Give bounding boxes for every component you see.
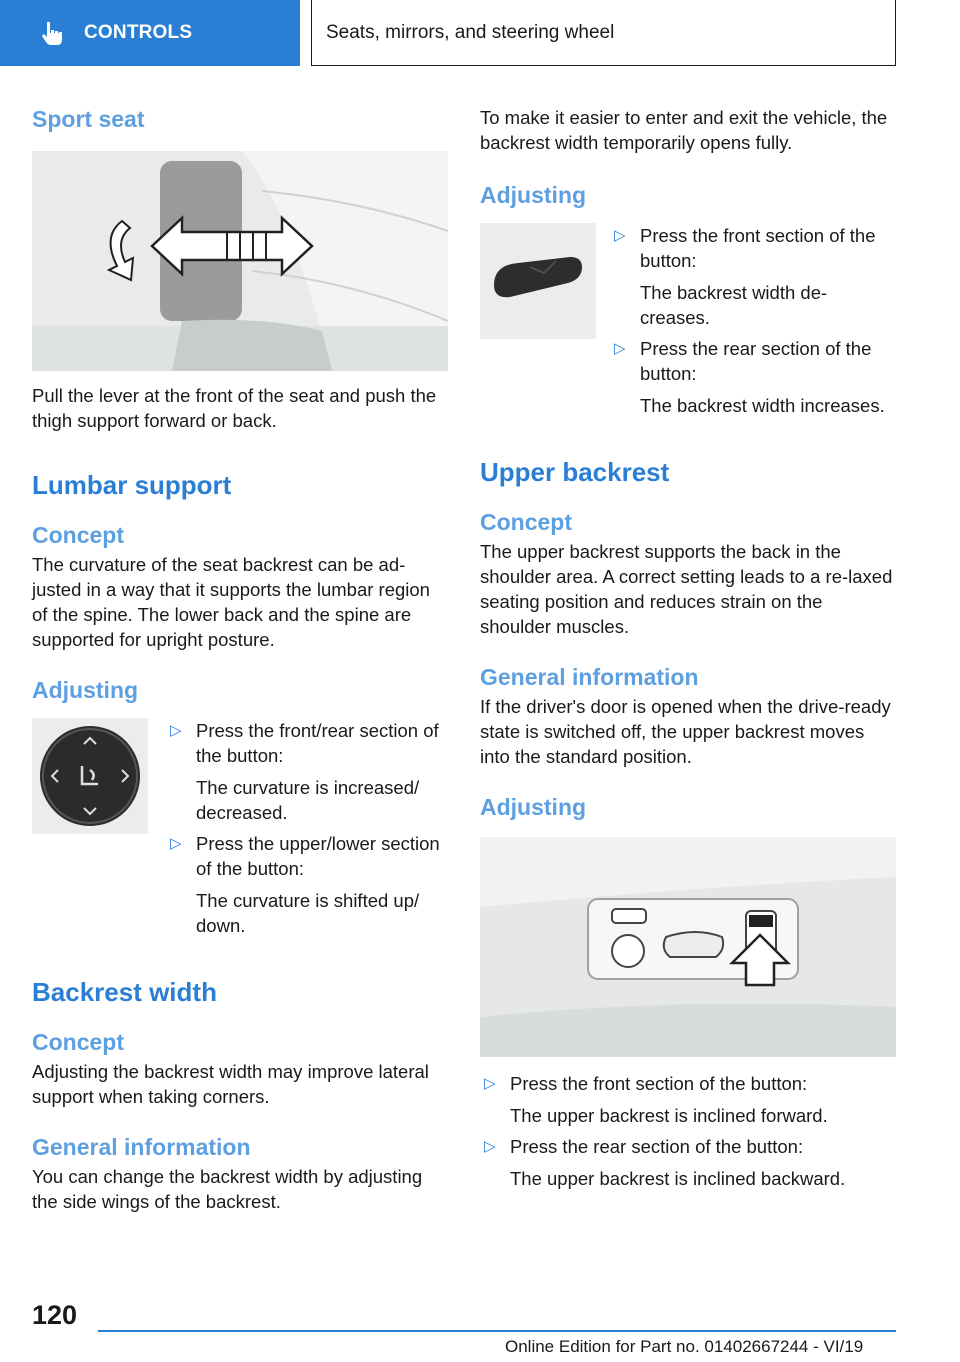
triangle-bullet-icon: ▷ xyxy=(484,1138,496,1155)
upper-backrest-concept-text: The upper backrest supports the back in the shoulder area. A correct setting leads to a re‐laxed seating position and reduces strain on the shoulder muscles. xyxy=(480,541,893,637)
upper-backrest-adjusting-heading: Adjusting xyxy=(480,794,587,820)
backrest-width-adjust-row xyxy=(480,223,896,418)
edition-info: Online Edition for Part no. 01402667244 - VI/19 xyxy=(505,1337,864,1356)
lumbar-button-image xyxy=(32,718,148,834)
lumbar-concept-text: The curvature of the seat backrest can be ad‐justed in a way that it supports the lumbar region of the spine. The lower back and the spine are supported for upright posture. xyxy=(32,554,430,650)
section-tab-label: CONTROLS xyxy=(84,22,193,43)
backrest-width-general-heading: General information xyxy=(32,1134,251,1160)
list-item: ▷ Press the front section of the button: The upper backrest is inclined forward. xyxy=(480,1071,896,1128)
left-column xyxy=(32,96,448,1214)
adjusting-heading: Adjusting xyxy=(480,182,587,208)
hand-pointer-icon xyxy=(38,19,66,47)
chapter-title: Seats, mirrors, and steering wheel xyxy=(311,0,896,66)
width-button-icon xyxy=(480,223,596,339)
triangle-bullet-icon: ▷ xyxy=(614,340,626,357)
footer-divider xyxy=(98,1330,896,1332)
upper-backrest-general-text: If the driver's door is opened when the drive-ready state is switched off, the upper backrest moves into the standard position. xyxy=(480,696,891,767)
triangle-bullet-icon: ▷ xyxy=(170,835,182,852)
backrest-width-concept-text: Adjusting the backrest width may improve lateral support when taking corners. xyxy=(32,1061,429,1107)
list-item: ▷ Press the upper/lower section of the button: The curvature is shifted up/ down. xyxy=(166,831,448,938)
backrest-width-concept-heading: Concept xyxy=(32,1029,124,1055)
section-tab[interactable] xyxy=(0,0,300,66)
upper-backrest-concept-heading: Concept xyxy=(480,509,572,535)
triangle-bullet-icon: ▷ xyxy=(484,1075,496,1092)
sport-seat-heading: Sport seat xyxy=(32,106,145,132)
page-number: 120 xyxy=(32,1300,78,1330)
upper-backrest-image xyxy=(480,837,896,1057)
right-column xyxy=(480,96,896,1191)
seat-control-panel-illustration xyxy=(480,837,896,1057)
upper-backrest-general-heading: General information xyxy=(480,664,699,690)
triangle-bullet-icon: ▷ xyxy=(170,722,182,739)
lumbar-adjust-row xyxy=(32,718,448,938)
list-item: ▷ Press the front section of the button: The backrest width de‐creases. xyxy=(610,223,896,330)
intro-text: To make it easier to enter and exit the vehicle, the backrest width temporarily opens fully. xyxy=(480,107,888,153)
lumbar-dial-icon xyxy=(32,718,148,834)
lumbar-heading: Lumbar support xyxy=(32,470,232,500)
list-item: ▷ Press the rear section of the button: The upper backrest is inclined backward. xyxy=(480,1134,896,1191)
backrest-width-instructions xyxy=(610,223,896,418)
lumbar-concept-heading: Concept xyxy=(32,522,124,548)
lumbar-adjusting-heading: Adjusting xyxy=(32,677,139,703)
backrest-width-heading: Backrest width xyxy=(32,977,217,1007)
page-header xyxy=(0,0,960,66)
sport-seat-image xyxy=(32,151,448,371)
backrest-width-button-image xyxy=(480,223,596,339)
list-item: ▷ Press the front/rear section of the button: The curvature is increased/ decreased. xyxy=(166,718,448,825)
seat-lever-illustration xyxy=(32,151,448,371)
list-item: ▷ Press the rear section of the button: The backrest width increases. xyxy=(610,336,896,418)
lumbar-instructions xyxy=(166,718,448,938)
triangle-bullet-icon: ▷ xyxy=(614,227,626,244)
upper-backrest-instructions xyxy=(480,1071,896,1191)
backrest-width-general-text: You can change the backrest width by adjusting the side wings of the backrest. xyxy=(32,1166,423,1212)
upper-backrest-heading: Upper backrest xyxy=(480,457,670,487)
sport-seat-text: Pull the lever at the front of the seat and push the thigh support forward or back. xyxy=(32,385,437,431)
